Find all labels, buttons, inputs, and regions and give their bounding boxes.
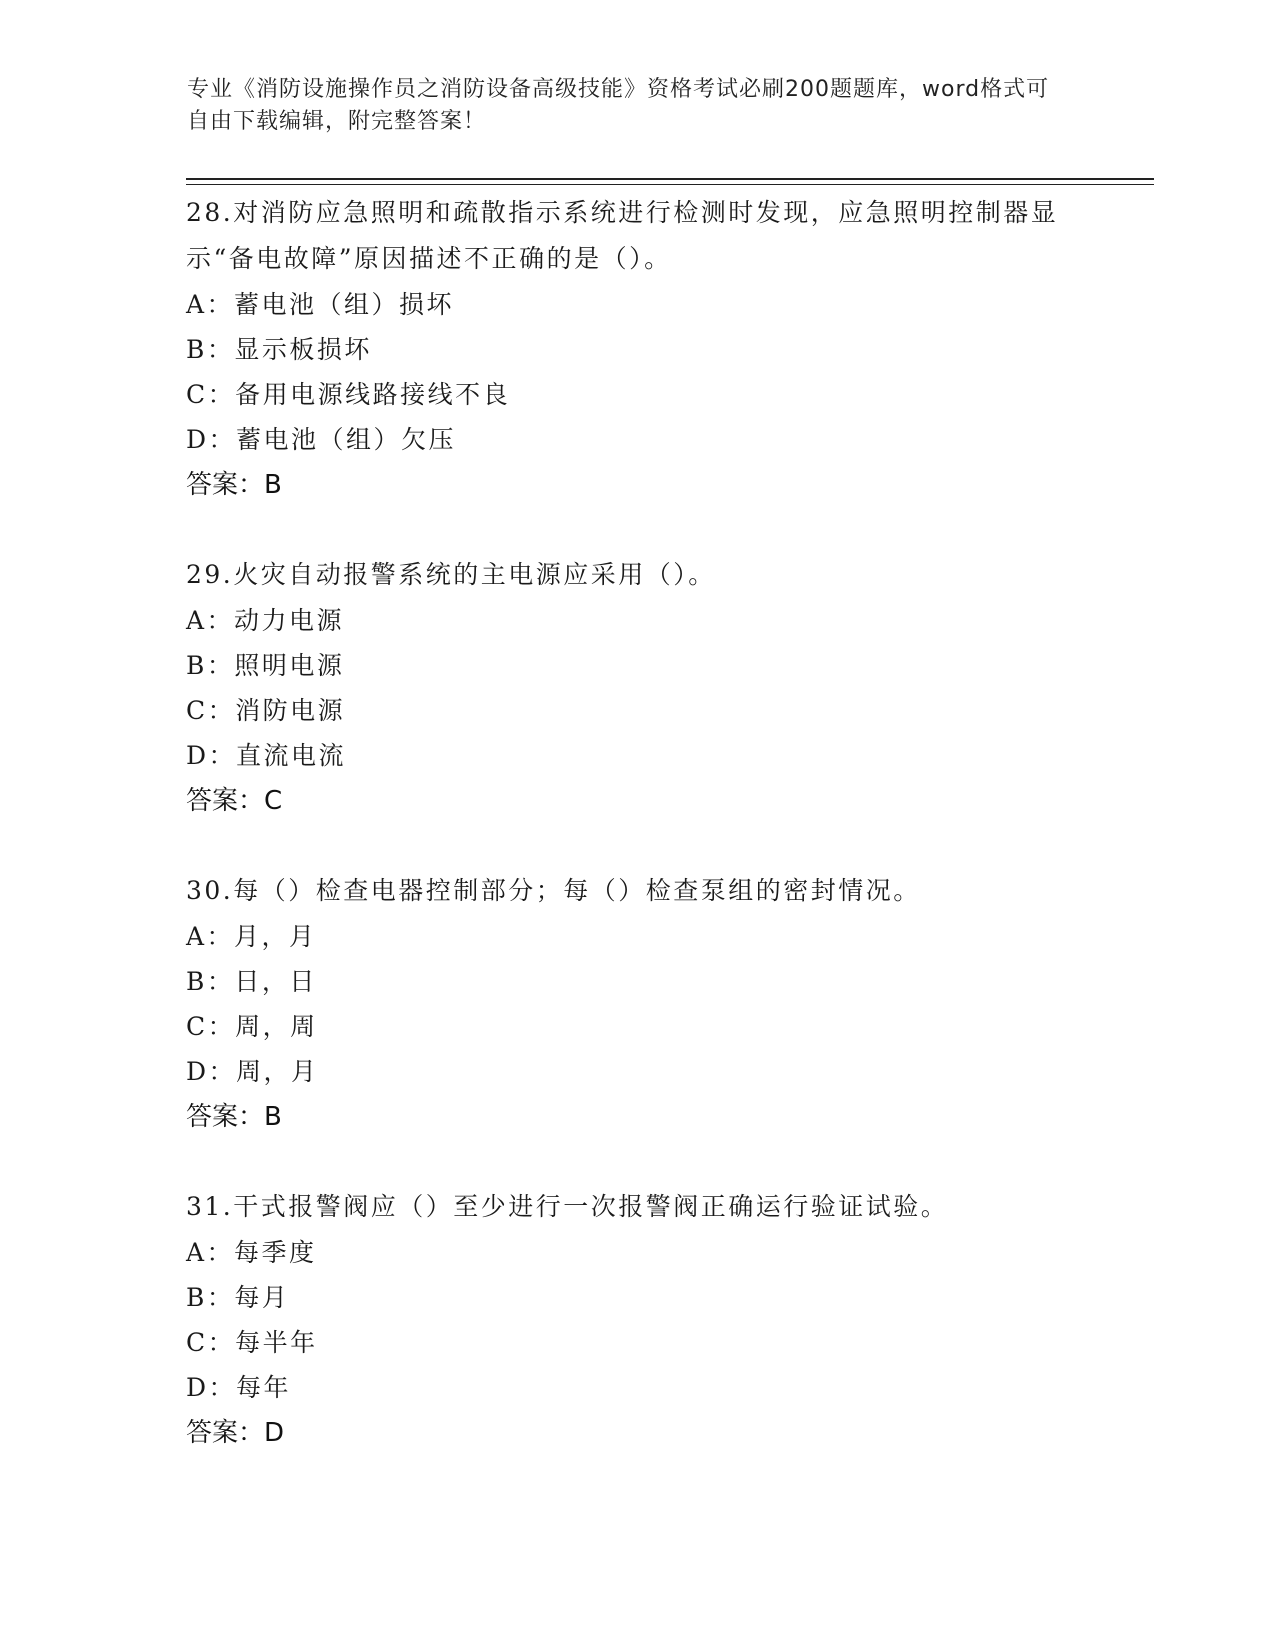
question-31 (186, 1184, 1086, 1456)
question-stem: 29.火灾自动报警系统的主电源应采用（）。 (186, 560, 716, 589)
option-c: C：备用电源线路接线不良 (186, 380, 511, 409)
answer-line: 答案：C (186, 786, 283, 816)
answer-line: 答案：D (186, 1418, 285, 1448)
option-a: A：月，月 (186, 922, 317, 951)
header-divider-thin (186, 184, 1154, 185)
option-d: D：周，月 (186, 1057, 319, 1086)
option-a: A：每季度 (186, 1238, 317, 1267)
question-29 (186, 552, 1086, 824)
option-c: C：消防电源 (186, 696, 346, 725)
header-divider-thick (186, 178, 1154, 180)
question-30 (186, 868, 1086, 1140)
option-c: C：每半年 (186, 1328, 318, 1357)
option-b: B：日，日 (186, 967, 317, 996)
option-a: A：动力电源 (186, 606, 345, 635)
question-stem: 28.对消防应急照明和疏散指示系统进行检测时发现，应急照明控制器显示“备电故障”原因描述不正确的是（）。 (186, 198, 1059, 273)
question-list (186, 190, 1086, 1500)
question-stem: 30.每（）检查电器控制部分；每（）检查泵组的密封情况。 (186, 876, 921, 905)
option-d: D：直流电流 (186, 741, 347, 770)
option-b: B：照明电源 (186, 651, 345, 680)
option-d: D：每年 (186, 1373, 292, 1402)
option-d: D：蓄电池（组）欠压 (186, 425, 457, 454)
answer-line: 答案：B (186, 1102, 282, 1132)
option-b: B：每月 (186, 1283, 290, 1312)
document-header: 专业《消防设施操作员之消防设备高级技能》资格考试必刷200题题库，word格式可自由下载编辑，附完整答案！ (187, 77, 1050, 134)
option-a: A：蓄电池（组）损坏 (186, 290, 455, 319)
option-b: B：显示板损坏 (186, 335, 372, 364)
question-stem: 31.干式报警阀应（）至少进行一次报警阀正确运行验证试验。 (186, 1192, 949, 1221)
option-c: C：周，周 (186, 1012, 318, 1041)
answer-line: 答案：B (186, 470, 282, 500)
question-28 (186, 190, 1086, 508)
